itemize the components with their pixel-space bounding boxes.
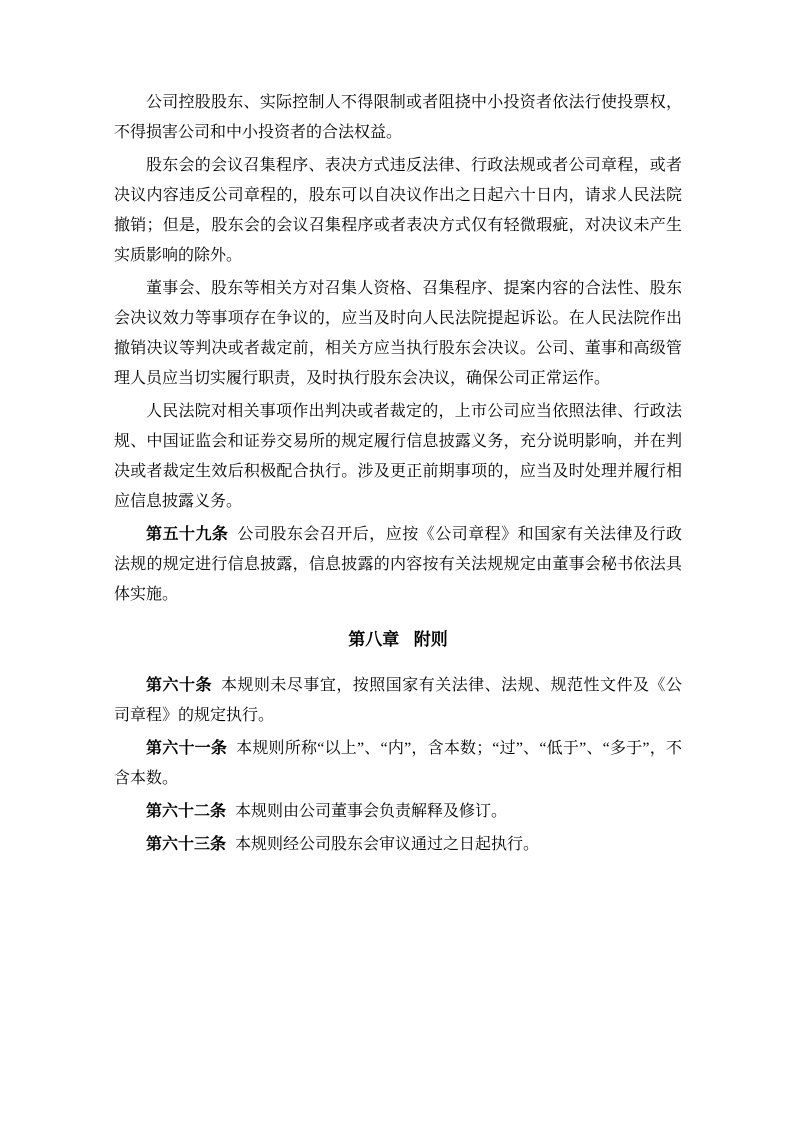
article-number: 第六十三条 xyxy=(146,836,227,853)
body-paragraph: 人民法院对相关事项作出判决或者裁定的，上市公司应当依照法律、行政法规、中国证监会和证券交易所的规定履行信息披露义务，充分说明影响，并在判决或者裁定生效后积极配合执行。涉及更正前期事项的，应当及时处理并履行相应信息披露义务。 xyxy=(114,403,682,510)
article-number: 第六十二条 xyxy=(146,803,227,820)
article-number: 第六十一条 xyxy=(146,740,228,757)
chapter-heading: 第八章 附则 xyxy=(348,630,448,649)
article-paragraph-62 xyxy=(114,797,682,827)
article-paragraph-63 xyxy=(114,830,682,860)
article-number: 第六十条 xyxy=(146,677,212,694)
article-paragraph-61 xyxy=(114,734,682,794)
article-text: 本规则所称“以上”、“内”，含本数；“过”、“低于”、“多于”，不含本数。 xyxy=(114,740,682,787)
body-paragraph: 公司控股股东、实际控制人不得限制或者阻挠中小投资者依法行使投票权，不得损害公司和中小投资者的合法权益。 xyxy=(114,94,682,141)
article-text: 本规则经公司股东会审议通过之日起执行。 xyxy=(235,836,540,853)
body-paragraph: 股东会的会议召集程序、表决方式违反法律、行政法规或者公司章程，或者决议内容违反公司章程的，股东可以自决议作出之日起六十日内，请求人民法院撤销；但是，股东会的会议召集程序或者表决方式仅有轻微瑕疵，对决议未产生实质影响的除外。 xyxy=(114,157,682,264)
article-number: 第五十九条 xyxy=(146,526,229,543)
body-paragraph: 董事会、股东等相关方对召集人资格、召集程序、提案内容的合法性、股东会决议效力等事项存在争议的，应当及时向人民法院提起诉讼。在人民法院作出撤销决议等判决或者裁定前，相关方应当执行股东会决议。公司、董事和高级管理人员应当切实履行职责，及时执行股东会决议，确保公司正常运作。 xyxy=(114,280,682,387)
article-paragraph-59 xyxy=(114,520,682,610)
article-text: 公司股东会召开后，应按《公司章程》和国家有关法律及行政法规的规定进行信息披露，信息披露的内容按有关法规规定由董事会秘书依法具体实施。 xyxy=(114,526,682,603)
article-text: 本规则未尽事宜，按照国家有关法律、法规、规范性文件及《公司章程》的规定执行。 xyxy=(114,677,682,724)
article-paragraph-60 xyxy=(114,671,682,731)
article-text: 本规则由公司董事会负责解释及修订。 xyxy=(235,803,508,820)
